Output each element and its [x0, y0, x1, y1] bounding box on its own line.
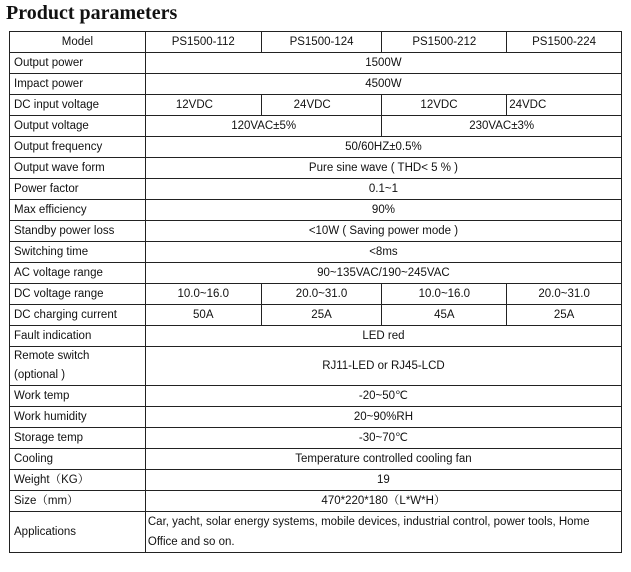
table-row [10, 116, 622, 137]
header-label: Model [10, 32, 146, 53]
row-label: Applications [10, 512, 146, 553]
row-value: 50A [145, 305, 261, 326]
table-row-header [10, 32, 622, 53]
row-label-line: Remote switch [14, 350, 90, 362]
row-value: 25A [261, 305, 382, 326]
table-row [10, 242, 622, 263]
row-value: <8ms [145, 242, 621, 263]
row-value: -30~70℃ [145, 428, 621, 449]
model-cell: PS1500-212 [382, 32, 507, 53]
row-value: 120VAC±5% [145, 116, 382, 137]
row-value: 20~90%RH [145, 407, 621, 428]
row-label: Cooling [10, 449, 146, 470]
row-value: 90~135VAC/190~245VAC [145, 263, 621, 284]
row-label: DC charging current [10, 305, 146, 326]
table-row [10, 470, 622, 491]
row-value: Temperature controlled cooling fan [145, 449, 621, 470]
table-row [10, 95, 622, 116]
model-cell: PS1500-124 [261, 32, 382, 53]
row-value: 0.1~1 [145, 179, 621, 200]
model-cell: PS1500-224 [507, 32, 622, 53]
table-row [10, 491, 622, 512]
table-row [10, 179, 622, 200]
table-row [10, 305, 622, 326]
row-label: Impact power [10, 74, 146, 95]
row-value: 19 [145, 470, 621, 491]
table-row [10, 158, 622, 179]
row-label: AC voltage range [10, 263, 146, 284]
table-row [10, 428, 622, 449]
row-value: 90% [145, 200, 621, 221]
table-row [10, 449, 622, 470]
table-row [10, 386, 622, 407]
table-row [10, 407, 622, 428]
row-value: LED red [145, 326, 621, 347]
table-row [10, 137, 622, 158]
table-row [10, 512, 622, 553]
row-label: Output wave form [10, 158, 146, 179]
row-label: DC input voltage [10, 95, 146, 116]
row-label: Output power [10, 53, 146, 74]
row-label [10, 347, 146, 386]
row-label: Power factor [10, 179, 146, 200]
row-value: 24VDC [261, 95, 382, 116]
row-label: Storage temp [10, 428, 146, 449]
row-value: 230VAC±3% [382, 116, 622, 137]
row-value: 20.0~31.0 [261, 284, 382, 305]
row-label: Size（mm） [10, 491, 146, 512]
row-label-line: (optional ) [14, 369, 66, 381]
product-parameters-table [9, 31, 622, 553]
table-row [10, 284, 622, 305]
table-row [10, 347, 622, 386]
row-value: 50/60HZ±0.5% [145, 137, 621, 158]
row-value: 12VDC [382, 95, 507, 116]
row-label: Standby power loss [10, 221, 146, 242]
row-label: Work temp [10, 386, 146, 407]
row-value: <10W ( Saving power mode ) [145, 221, 621, 242]
row-value: 45A [382, 305, 507, 326]
row-label: Max efficiency [10, 200, 146, 221]
row-label: Work humidity [10, 407, 146, 428]
table-row [10, 53, 622, 74]
row-value: 12VDC [145, 95, 261, 116]
row-value: RJ11-LED or RJ45-LCD [145, 347, 621, 386]
row-value: Car, yacht, solar energy systems, mobile devices, industrial control, power tools, Home Office and so on. [145, 512, 621, 553]
row-label: DC voltage range [10, 284, 146, 305]
row-label: Weight（KG） [10, 470, 146, 491]
table-row [10, 263, 622, 284]
table-row [10, 200, 622, 221]
row-value: 470*220*180（L*W*H） [145, 491, 621, 512]
row-label: Fault indication [10, 326, 146, 347]
row-value: 10.0~16.0 [145, 284, 261, 305]
row-value: 4500W [145, 74, 621, 95]
row-value: 1500W [145, 53, 621, 74]
table-row [10, 221, 622, 242]
table-row [10, 326, 622, 347]
row-label: Output frequency [10, 137, 146, 158]
row-value: -20~50℃ [145, 386, 621, 407]
row-value: 24VDC [507, 95, 622, 116]
model-cell: PS1500-112 [145, 32, 261, 53]
row-label: Output voltage [10, 116, 146, 137]
table-row [10, 74, 622, 95]
row-value: 10.0~16.0 [382, 284, 507, 305]
row-value: 25A [507, 305, 622, 326]
row-value: Pure sine wave ( THD< 5 % ) [145, 158, 621, 179]
page-title: Product parameters [6, 2, 178, 24]
row-value: 20.0~31.0 [507, 284, 622, 305]
row-label: Switching time [10, 242, 146, 263]
